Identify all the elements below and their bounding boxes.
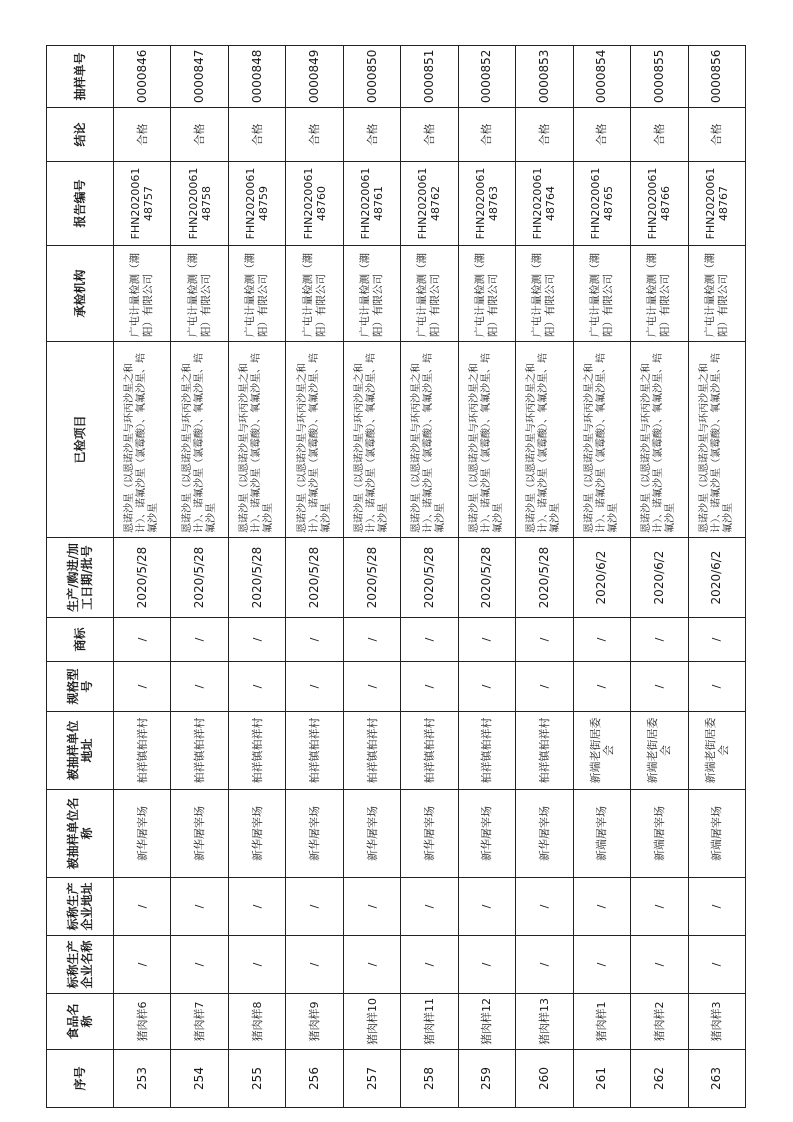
cell-manufacturer-name: / <box>228 936 285 994</box>
cell-spec: / <box>516 662 573 712</box>
cell-manufacturer-address: / <box>516 878 573 936</box>
cell-brand: / <box>458 618 515 662</box>
cell-manufacturer-address: / <box>458 878 515 936</box>
cell-manufacturer-name: / <box>688 936 745 994</box>
cell-sampled-unit-name: 新华屠宰场 <box>516 790 573 878</box>
table-row <box>573 46 630 1108</box>
cell-spec: / <box>228 662 285 712</box>
cell-sample-no: 0000852 <box>458 46 515 108</box>
cell-date: 2020/5/28 <box>114 538 171 618</box>
cell-sample-no: 0000848 <box>228 46 285 108</box>
cell-sample-no: 0000851 <box>401 46 458 108</box>
cell-food-name: 猪肉样9 <box>286 994 343 1050</box>
cell-items: 恩诺沙星（以恩诺沙星与环丙沙星之和计）、诺氟沙星（氯霉酸）、氧氟沙星、培氟沙星 <box>458 342 515 538</box>
header-lab: 承检机构 <box>47 246 114 342</box>
cell-manufacturer-name: / <box>458 936 515 994</box>
cell-food-name: 猪肉样12 <box>458 994 515 1050</box>
header-seq: 序号 <box>47 1050 114 1108</box>
cell-sampled-unit-name: 新华屠宰场 <box>228 790 285 878</box>
cell-report-no: FHN202006148758 <box>171 162 228 246</box>
cell-sample-no: 0000847 <box>171 46 228 108</box>
cell-spec: / <box>286 662 343 712</box>
cell-spec: / <box>688 662 745 712</box>
cell-report-no: FHN202006148763 <box>458 162 515 246</box>
cell-spec: / <box>171 662 228 712</box>
cell-spec: / <box>631 662 688 712</box>
cell-brand: / <box>286 618 343 662</box>
cell-sampled-unit-address: 柏祥镇柏祥村 <box>286 712 343 790</box>
cell-report-no: FHN202006148757 <box>114 162 171 246</box>
cell-items: 恩诺沙星（以恩诺沙星与环丙沙星之和计）、诺氟沙星（氯霉酸）、氧氟沙星、培氟沙星 <box>286 342 343 538</box>
table-row <box>688 46 745 1108</box>
cell-sampled-unit-name: 新华屠宰场 <box>286 790 343 878</box>
cell-result: 合格 <box>458 108 515 162</box>
cell-manufacturer-address: / <box>343 878 400 936</box>
cell-lab: 广屯计量检测（潮阳）有限公司 <box>343 246 400 342</box>
cell-items: 恩诺沙星（以恩诺沙星与环丙沙星之和计）、诺氟沙星（氯霉酸）、氧氟沙星、培氟沙星 <box>343 342 400 538</box>
cell-food-name: 猪肉样11 <box>401 994 458 1050</box>
header-manufacturer-address: 标称生产企业地址 <box>47 878 114 936</box>
cell-seq: 259 <box>458 1050 515 1108</box>
cell-sampled-unit-address: 柏祥镇柏祥村 <box>228 712 285 790</box>
cell-result: 合格 <box>688 108 745 162</box>
cell-result: 合格 <box>171 108 228 162</box>
cell-lab: 广屯计量检测（潮阳）有限公司 <box>114 246 171 342</box>
cell-sample-no: 0000850 <box>343 46 400 108</box>
cell-brand: / <box>688 618 745 662</box>
cell-manufacturer-name: / <box>401 936 458 994</box>
header-food-name: 食品名称 <box>47 994 114 1050</box>
cell-sampled-unit-address: 柏祥镇柏祥村 <box>171 712 228 790</box>
table-row <box>516 46 573 1108</box>
inspection-results-table <box>46 45 746 1108</box>
cell-sample-no: 0000849 <box>286 46 343 108</box>
cell-date: 2020/5/28 <box>458 538 515 618</box>
cell-date: 2020/6/2 <box>688 538 745 618</box>
cell-seq: 262 <box>631 1050 688 1108</box>
cell-manufacturer-address: / <box>286 878 343 936</box>
cell-result: 合格 <box>631 108 688 162</box>
cell-manufacturer-name: / <box>114 936 171 994</box>
cell-seq: 257 <box>343 1050 400 1108</box>
header-date: 生产/购进/加工日期/批号 <box>47 538 114 618</box>
header-sampled-unit-name: 被抽样单位名称 <box>47 790 114 878</box>
cell-brand: / <box>573 618 630 662</box>
cell-items: 恩诺沙星（以恩诺沙星与环丙沙星之和计）、诺氟沙星（氯霉酸）、氧氟沙星、培氟沙星 <box>401 342 458 538</box>
header-items: 已检项目 <box>47 342 114 538</box>
cell-brand: / <box>171 618 228 662</box>
cell-spec: / <box>458 662 515 712</box>
cell-manufacturer-name: / <box>631 936 688 994</box>
cell-report-no: FHN202006148767 <box>688 162 745 246</box>
cell-brand: / <box>228 618 285 662</box>
cell-lab: 广屯计量检测（潮阳）有限公司 <box>573 246 630 342</box>
cell-sampled-unit-address: 新端老街居委会 <box>573 712 630 790</box>
cell-lab: 广屯计量检测（潮阳）有限公司 <box>401 246 458 342</box>
cell-seq: 263 <box>688 1050 745 1108</box>
cell-sample-no: 0000855 <box>631 46 688 108</box>
header-spec: 规格型号 <box>47 662 114 712</box>
cell-seq: 255 <box>228 1050 285 1108</box>
cell-manufacturer-name: / <box>343 936 400 994</box>
cell-date: 2020/5/28 <box>228 538 285 618</box>
cell-sampled-unit-address: 新端老街居委会 <box>688 712 745 790</box>
cell-date: 2020/5/28 <box>171 538 228 618</box>
cell-manufacturer-address: / <box>114 878 171 936</box>
header-result: 结论 <box>47 108 114 162</box>
cell-food-name: 猪肉样1 <box>573 994 630 1050</box>
cell-report-no: FHN202006148759 <box>228 162 285 246</box>
cell-sampled-unit-name: 新华屠宰场 <box>458 790 515 878</box>
cell-manufacturer-address: / <box>401 878 458 936</box>
inspection-results-table-rotated <box>46 46 746 1108</box>
cell-food-name: 猪肉样2 <box>631 994 688 1050</box>
table-row <box>343 46 400 1108</box>
cell-items: 恩诺沙星（以恩诺沙星与环丙沙星之和计）、诺氟沙星（氯霉酸）、氧氟沙星、培氟沙星 <box>688 342 745 538</box>
cell-items: 恩诺沙星（以恩诺沙星与环丙沙星之和计）、诺氟沙星（氯霉酸）、氧氟沙星、培氟沙星 <box>516 342 573 538</box>
cell-lab: 广屯计量检测（潮阳）有限公司 <box>228 246 285 342</box>
cell-result: 合格 <box>228 108 285 162</box>
cell-sampled-unit-name: 新端屠宰场 <box>688 790 745 878</box>
cell-report-no: FHN202006148764 <box>516 162 573 246</box>
cell-sampled-unit-name: 新端屠宰场 <box>631 790 688 878</box>
cell-brand: / <box>631 618 688 662</box>
cell-sampled-unit-address: 柏祥镇柏祥村 <box>458 712 515 790</box>
cell-date: 2020/5/28 <box>516 538 573 618</box>
cell-report-no: FHN202006148760 <box>286 162 343 246</box>
cell-lab: 广屯计量检测（潮阳）有限公司 <box>458 246 515 342</box>
table-body <box>114 46 746 1108</box>
cell-manufacturer-name: / <box>516 936 573 994</box>
table-row <box>114 46 171 1108</box>
cell-brand: / <box>516 618 573 662</box>
cell-items: 恩诺沙星（以恩诺沙星与环丙沙星之和计）、诺氟沙星（氯霉酸）、氧氟沙星、培氟沙星 <box>114 342 171 538</box>
cell-sampled-unit-name: 新华屠宰场 <box>171 790 228 878</box>
cell-food-name: 猪肉样3 <box>688 994 745 1050</box>
cell-sample-no: 0000856 <box>688 46 745 108</box>
cell-report-no: FHN202006148765 <box>573 162 630 246</box>
cell-sampled-unit-address: 新端老街居委会 <box>631 712 688 790</box>
cell-sample-no: 0000846 <box>114 46 171 108</box>
table-row <box>458 46 515 1108</box>
cell-report-no: FHN202006148762 <box>401 162 458 246</box>
cell-seq: 260 <box>516 1050 573 1108</box>
cell-manufacturer-name: / <box>573 936 630 994</box>
header-brand: 商标 <box>47 618 114 662</box>
table-row <box>631 46 688 1108</box>
cell-result: 合格 <box>286 108 343 162</box>
table-row <box>228 46 285 1108</box>
cell-seq: 256 <box>286 1050 343 1108</box>
cell-items: 恩诺沙星（以恩诺沙星与环丙沙星之和计）、诺氟沙星（氯霉酸）、氧氟沙星、培氟沙星 <box>171 342 228 538</box>
header-report-no: 报告编号 <box>47 162 114 246</box>
cell-sampled-unit-name: 新华屠宰场 <box>401 790 458 878</box>
cell-manufacturer-address: / <box>573 878 630 936</box>
cell-items: 恩诺沙星（以恩诺沙星与环丙沙星之和计）、诺氟沙星（氯霉酸）、氧氟沙星、培氟沙星 <box>573 342 630 538</box>
cell-food-name: 猪肉样10 <box>343 994 400 1050</box>
table-row <box>286 46 343 1108</box>
cell-manufacturer-address: / <box>688 878 745 936</box>
cell-lab: 广屯计量检测（潮阳）有限公司 <box>171 246 228 342</box>
cell-spec: / <box>573 662 630 712</box>
cell-food-name: 猪肉样8 <box>228 994 285 1050</box>
cell-manufacturer-address: / <box>631 878 688 936</box>
cell-brand: / <box>114 618 171 662</box>
cell-sampled-unit-name: 新华屠宰场 <box>343 790 400 878</box>
cell-sampled-unit-name: 新华屠宰场 <box>114 790 171 878</box>
cell-food-name: 猪肉样7 <box>171 994 228 1050</box>
cell-sampled-unit-address: 柏祥镇柏祥村 <box>516 712 573 790</box>
cell-result: 合格 <box>573 108 630 162</box>
cell-manufacturer-name: / <box>286 936 343 994</box>
cell-sample-no: 0000854 <box>573 46 630 108</box>
cell-spec: / <box>401 662 458 712</box>
cell-date: 2020/5/28 <box>401 538 458 618</box>
header-row <box>47 46 114 1108</box>
header-manufacturer-name: 标称生产企业名称 <box>47 936 114 994</box>
cell-manufacturer-address: / <box>228 878 285 936</box>
cell-result: 合格 <box>516 108 573 162</box>
header-sampled-unit-address: 被抽样单位地址 <box>47 712 114 790</box>
cell-date: 2020/5/28 <box>343 538 400 618</box>
cell-spec: / <box>114 662 171 712</box>
table-row <box>401 46 458 1108</box>
cell-spec: / <box>343 662 400 712</box>
cell-result: 合格 <box>114 108 171 162</box>
cell-lab: 广屯计量检测（潮阳）有限公司 <box>286 246 343 342</box>
cell-seq: 254 <box>171 1050 228 1108</box>
table-row <box>171 46 228 1108</box>
cell-lab: 广屯计量检测（潮阳）有限公司 <box>631 246 688 342</box>
cell-result: 合格 <box>343 108 400 162</box>
cell-seq: 258 <box>401 1050 458 1108</box>
cell-brand: / <box>401 618 458 662</box>
cell-sampled-unit-address: 柏祥镇柏祥村 <box>114 712 171 790</box>
cell-manufacturer-name: / <box>171 936 228 994</box>
cell-report-no: FHN202006148766 <box>631 162 688 246</box>
cell-lab: 广屯计量检测（潮阳）有限公司 <box>516 246 573 342</box>
cell-sampled-unit-name: 新端屠宰场 <box>573 790 630 878</box>
cell-brand: / <box>343 618 400 662</box>
cell-sampled-unit-address: 柏祥镇柏祥村 <box>401 712 458 790</box>
cell-date: 2020/6/2 <box>631 538 688 618</box>
cell-sample-no: 0000853 <box>516 46 573 108</box>
cell-sampled-unit-address: 柏祥镇柏祥村 <box>343 712 400 790</box>
cell-items: 恩诺沙星（以恩诺沙星与环丙沙星之和计）、诺氟沙星（氯霉酸）、氧氟沙星、培氟沙星 <box>631 342 688 538</box>
cell-result: 合格 <box>401 108 458 162</box>
cell-report-no: FHN202006148761 <box>343 162 400 246</box>
cell-items: 恩诺沙星（以恩诺沙星与环丙沙星之和计）、诺氟沙星（氯霉酸）、氧氟沙星、培氟沙星 <box>228 342 285 538</box>
cell-date: 2020/5/28 <box>286 538 343 618</box>
header-sample-no: 抽样单号 <box>47 46 114 108</box>
cell-food-name: 猪肉样6 <box>114 994 171 1050</box>
cell-seq: 253 <box>114 1050 171 1108</box>
cell-manufacturer-address: / <box>171 878 228 936</box>
cell-lab: 广屯计量检测（潮阳）有限公司 <box>688 246 745 342</box>
cell-food-name: 猪肉样13 <box>516 994 573 1050</box>
cell-date: 2020/6/2 <box>573 538 630 618</box>
cell-seq: 261 <box>573 1050 630 1108</box>
